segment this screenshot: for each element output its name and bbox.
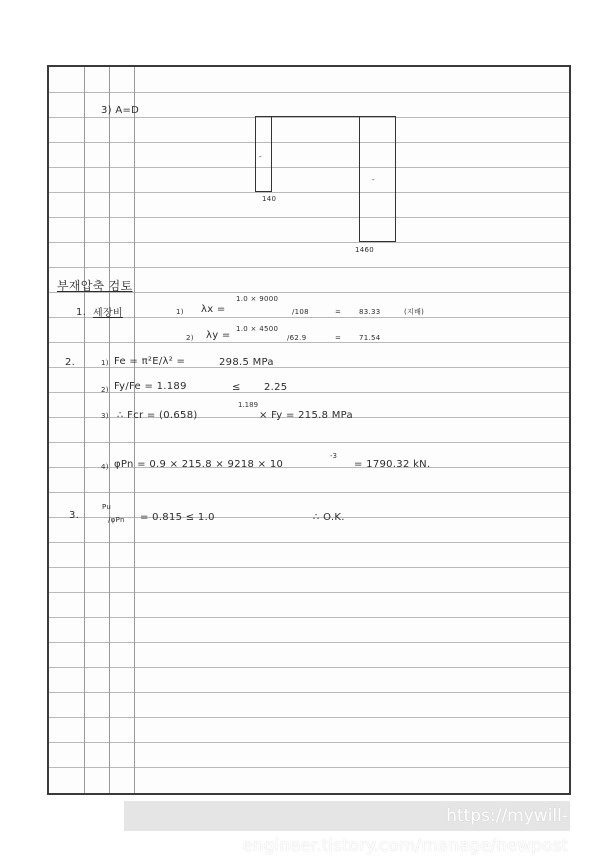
margin-line	[109, 67, 110, 793]
item2-c-number: 3)	[101, 412, 109, 420]
ruled-line	[49, 442, 569, 443]
item1-b-number: 2)	[186, 334, 194, 342]
item3-number: 3.	[69, 510, 80, 521]
item1-a-symbol: λx =	[201, 304, 226, 315]
ruled-line	[49, 742, 569, 743]
ruled-line	[49, 242, 569, 243]
item2-b-result: 2.25	[264, 382, 288, 393]
item1-b-result: 71.54	[359, 334, 381, 342]
item1-a-denominator: /108	[292, 308, 309, 316]
ruled-line	[49, 142, 569, 143]
left-mark: -	[259, 153, 262, 161]
item3-result: ∴ O.K.	[313, 512, 345, 523]
item2-d-expression: φPn = 0.9 × 215.8 × 9218 × 10	[114, 459, 284, 470]
item1-label: 세장비	[93, 308, 123, 319]
item1-b-symbol: λy =	[206, 330, 231, 341]
right-mark: -	[372, 176, 375, 184]
item3-fraction-bottom: /φPn	[108, 516, 125, 524]
ruled-line	[49, 692, 569, 693]
ruled-line	[49, 192, 569, 193]
item1-b-denominator: /62.9	[287, 334, 307, 342]
item2-a-expression: Fe = π²E/λ² =	[114, 356, 186, 367]
item2-c-tail: × Fy = 215.8 MPa	[259, 410, 353, 421]
ruled-line	[49, 117, 569, 118]
ruled-line	[49, 217, 569, 218]
item1-b-equals: =	[335, 334, 342, 342]
ruled-line	[49, 342, 569, 343]
ruled-line	[49, 592, 569, 593]
item2-b-expression: Fy/Fe = 1.189	[114, 381, 187, 392]
item1-a-numerator: 1.0 × 9000	[236, 295, 279, 303]
right-column-rect	[359, 116, 396, 242]
connecting-line	[272, 116, 359, 117]
margin-line	[84, 67, 85, 793]
item2-d-number: 4)	[101, 463, 109, 471]
item2-b-compare: ≤	[232, 382, 241, 393]
item2-number: 2.	[65, 357, 76, 368]
ruled-line	[49, 567, 569, 568]
url-watermark: https://mywill-engineer.tistory.com/manage/newpost	[124, 801, 570, 831]
item1-a-number: 1)	[176, 308, 184, 316]
item3-fraction-top: Pu	[102, 503, 112, 511]
item1-number: 1.	[76, 307, 87, 318]
item2-d-exponent: -3	[330, 452, 337, 460]
ruled-line	[49, 717, 569, 718]
ruled-line	[49, 517, 569, 518]
ruled-line	[49, 167, 569, 168]
item2-a-number: 1)	[101, 359, 109, 367]
margin-line	[134, 67, 135, 793]
item2-c-exponent: 1.189	[238, 401, 259, 409]
left-column-rect	[255, 116, 272, 192]
item1-a-result: 83.33	[359, 308, 381, 316]
item1-b-numerator: 1.0 × 4500	[236, 325, 279, 333]
ruled-line	[49, 492, 569, 493]
ruled-line	[49, 317, 569, 318]
item2-c-expression: ∴ Fcr = (0.658)	[117, 410, 198, 421]
ruled-line	[49, 267, 569, 268]
ruled-line	[49, 767, 569, 768]
left-dimension-label: 140	[262, 195, 277, 203]
item3-expression: = 0.815 ≤ 1.0	[140, 512, 215, 523]
right-dimension-label: 1460	[355, 246, 375, 254]
ruled-line	[49, 617, 569, 618]
ruled-line	[49, 392, 569, 393]
ruled-line	[49, 92, 569, 93]
ruled-line	[49, 367, 569, 368]
item2-b-number: 2)	[101, 386, 109, 394]
item2-d-result: = 1790.32 kN.	[354, 459, 431, 470]
item2-a-result: 298.5 MPa	[219, 357, 274, 368]
section-title: 3) A=D	[101, 105, 140, 116]
ruled-line	[49, 642, 569, 643]
item1-a-equals: =	[335, 308, 342, 316]
section-heading: 부재압축 검토	[57, 279, 133, 293]
ruled-line	[49, 667, 569, 668]
notebook-page	[47, 65, 571, 795]
ruled-line	[49, 542, 569, 543]
item1-a-note: (지배)	[404, 308, 425, 316]
